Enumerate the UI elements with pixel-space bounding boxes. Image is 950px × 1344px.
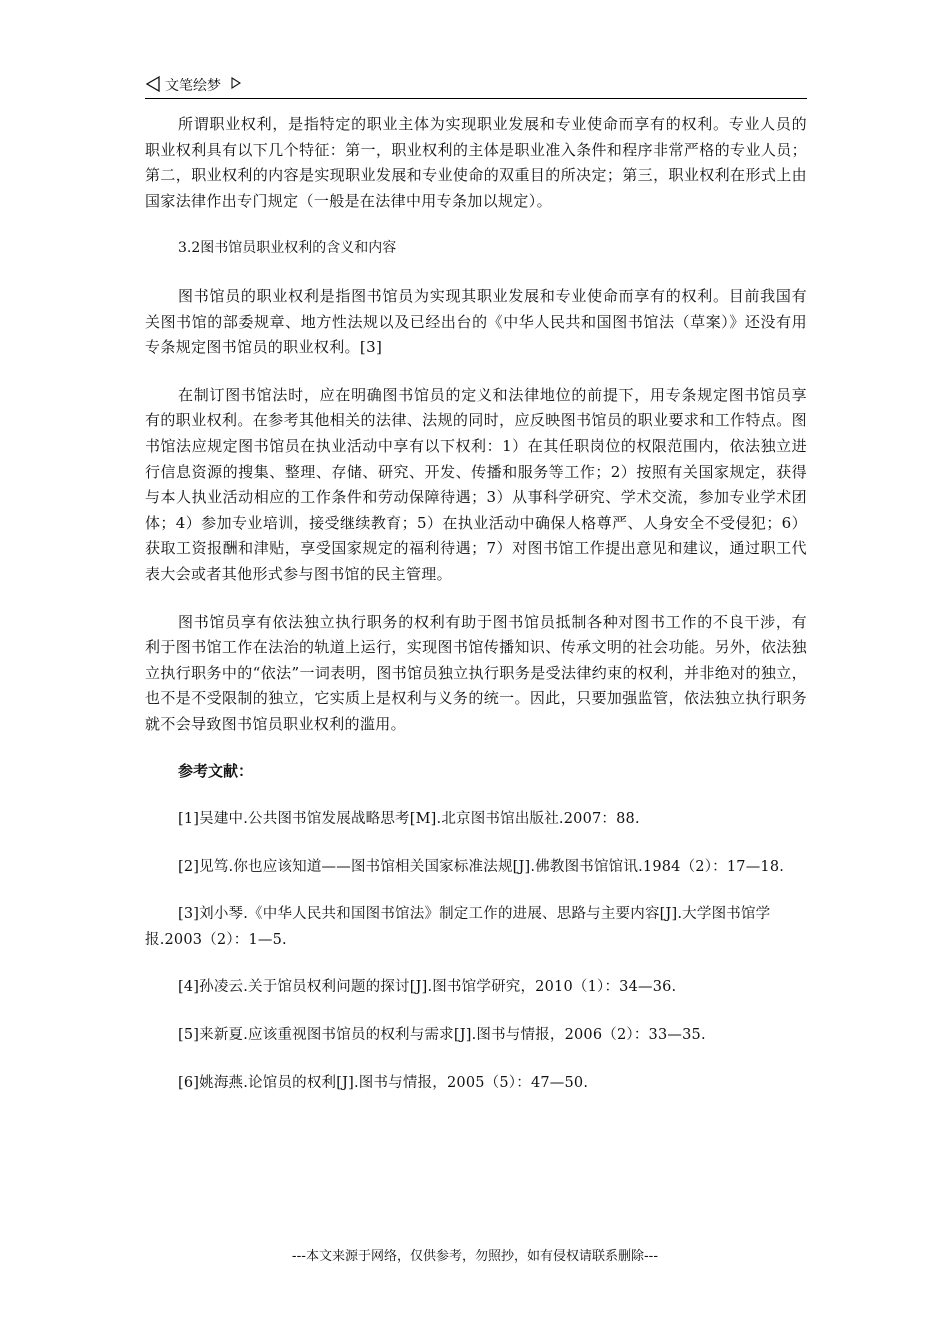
page-header [145, 72, 807, 99]
reference-item: [5]来新夏.应该重视图书馆员的权利与需求[J].图书与情报，2006（2）：33—35. [178, 1027, 706, 1044]
section-heading: 3.2图书馆员职业权利的含义和内容 [178, 240, 397, 257]
reference-item: [3]刘小琴.《中华人民共和国图书馆法》制定工作的进展、思路与主要内容[J].大学图书馆学报.2003（2）：1—5. [145, 906, 771, 948]
header-brand: 文笔绘梦 [165, 78, 221, 94]
references-title: 参考文献： [178, 762, 254, 781]
footer-disclaimer: ---本文来源于网络，仅供参考，勿照抄，如有侵权请联系删除--- [291, 1249, 659, 1264]
left-triangle-icon [145, 76, 161, 92]
right-triangle-icon [231, 77, 241, 89]
document-body [145, 112, 807, 1118]
reference-item: [6]姚海燕.论馆员的权利[J].图书与情报，2005（5）：47—50. [178, 1074, 589, 1091]
reference-item: [1]吴建中.公共图书馆发展战略思考[M].北京图书馆出版社.2007：88. [178, 811, 640, 828]
paragraph-rights-list: 在制订图书馆法时，应在明确图书馆员的定义和法律地位的前提下，用专条规定图书馆员享有的职业权利。在参考其他相关的法律、法规的同时，应反映图书馆员的职业要求和工作特点。图书馆法应规定图书馆员在执业活动中享有以下权利：1）在其任职岗位的权限范围内，依法独立进行信息资源的搜集、整理、存储、研究、开发、传播和服务等工作；2）按照有关国家规定，获得与本人执业活动相应的工作条件和劳动保障待遇；3）从事科学研究、学术交流，参加专业学术团体；4）参加专业培训，接受继续教育；5）在执业活动中确保人格尊严、人身安全不受侵犯；6）获取工资报酬和津贴，享受国家规定的福利待遇；7）对图书馆工作提出意见和建议，通过职工代表大会或者其他形式参与图书馆的民主管理。 [145, 385, 807, 583]
reference-item: [4]孙凌云.关于馆员权利问题的探讨[J].图书馆学研究，2010（1）：34—36. [178, 979, 677, 996]
paragraph-independence: 图书馆员享有依法独立执行职务的权利有助于图书馆员抵制各种对图书工作的不良干涉，有利于图书馆工作在法治的轨道上运行，实现图书馆传播知识、传承文明的社会功能。另外，依法独立执行职务中的“依法”一词表明，图书馆员独立执行职务是受法律约束的权利，并非绝对的独立，也不是不受限制的独立，它实质上是权利与义务的统一。因此，只要加强监管，依法独立执行职务就不会导致图书馆员职业权利的滥用。 [145, 612, 807, 733]
paragraph-definition: 所谓职业权利，是指特定的职业主体为实现职业发展和专业使命而享有的权利。专业人员的职业权利具有以下几个特征：第一，职业权利的主体是职业准入条件和程序非常严格的专业人员；第二，职业权利的内容是实现职业发展和专业使命的双重目的所决定；第三，职业权利在形式上由国家法律作出专门规定（一般是在法律中用专条加以规定）。 [145, 115, 807, 210]
paragraph-meaning: 图书馆员的职业权利是指图书馆员为实现其职业发展和专业使命而享有的权利。目前我国有关图书馆的部委规章、地方性法规以及已经出台的《中华人民共和国图书馆法（草案）》还没有用专条规定图书馆员的职业权利。[3] [145, 286, 807, 357]
reference-item: [2]见笃.你也应该知道——图书馆相关国家标准法规[J].佛教图书馆馆讯.1984（2）：17—18. [178, 858, 785, 875]
